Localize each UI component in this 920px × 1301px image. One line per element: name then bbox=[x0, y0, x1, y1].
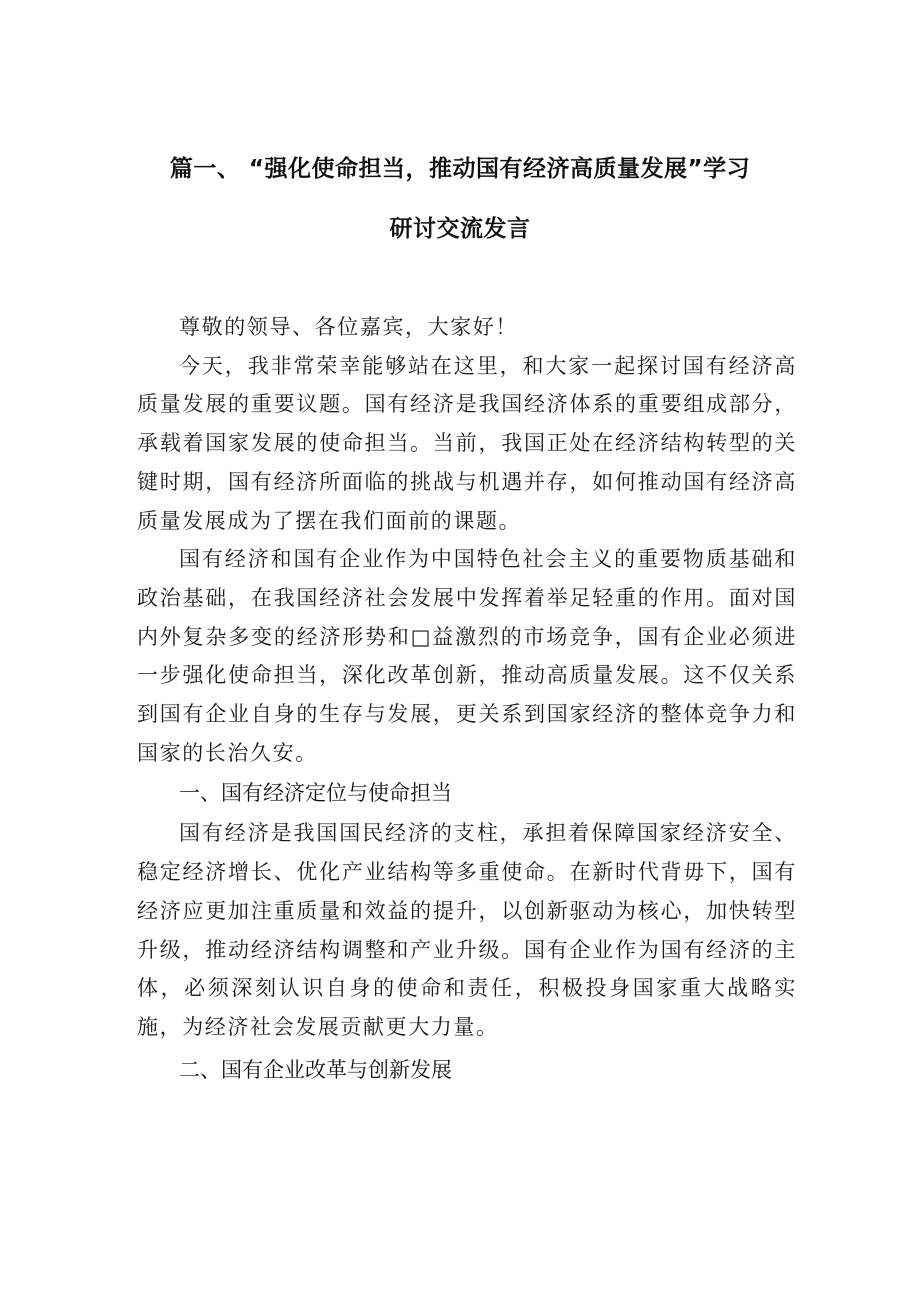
section-2-heading: 二、国有企业改革与创新发展 bbox=[179, 1057, 452, 1082]
section-1-heading: 一、国有经济定位与使命担当 bbox=[179, 781, 452, 806]
background-paragraph: 国有经济和国有企业作为中国特色社会主义的重要物质基础和政治基础，在我国经济社会发展中发挥着举足轻重的作用。面对国内外复杂多变的经济形势和□益激烈的市场竞争，国有企业必须进一步强化使命担当，深化改革创新，推动高质量发展。这不仅关系到国有企业自身的生存与发展，更关系到国家经济的整体竞争力和国家的长治久安。 bbox=[137, 547, 797, 765]
section-1-paragraph: 国有经济是我国国民经济的支柱，承担着保障国家经济安全、稳定经济增长、优化产业结构等多重使命。在新时代背毋下，国有经济应更加注重质量和效益的提升，以创新驱动为核心，加快转型升级，推动经济结构调整和产业升级。国有企业作为国有经济的主体，必须深刻认识自身的使命和责任，积极投身国家重大战略实施，为经济社会发展贡献更大力量。 bbox=[137, 821, 797, 1039]
greeting: 尊敬的领导、各位嘉宾，大家好！ bbox=[179, 315, 518, 339]
document-title-line-2: 研讨交流发言 bbox=[389, 216, 531, 242]
intro-paragraph: 今天，我非常荣幸能够站在这里，和大家一起探讨国有经济高质量发展的重要议题。国有经济是我国经济体系的重要组成部分，承载着国家发展的使命担当。当前，我国正处在经济结构转型的关键时期，国有经济所面临的挑战与机遇并存，如何推动国有经济高质量发展成为了摆在我们面前的课题。 bbox=[137, 353, 797, 533]
document-title-line-1: 篇一、 “强化使命担当，推动国有经济高质量发展”学习 bbox=[169, 156, 751, 182]
document-body bbox=[137, 308, 797, 1091]
